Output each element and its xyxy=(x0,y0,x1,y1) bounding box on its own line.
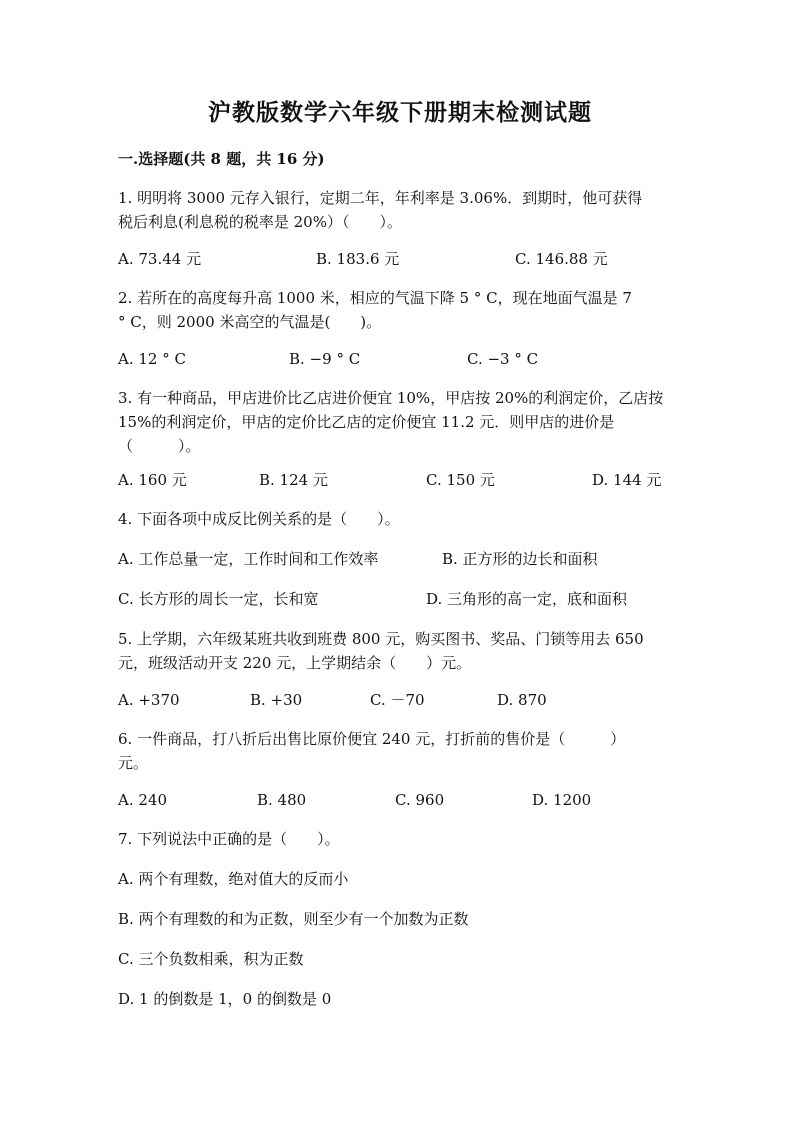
option-5c: C. －70 xyxy=(370,691,425,709)
option-4c: C. 长方形的周长一定，长和宽 xyxy=(118,590,319,608)
question-text-line: 税后利息(利息税的税率是 20%）（ ）。 xyxy=(118,213,402,231)
option-6d: D. 1200 xyxy=(532,791,592,809)
question-text-line: 4. 下面各项中成反比例关系的是（ ）。 xyxy=(118,510,400,528)
option-7b: B. 两个有理数的和为正数，则至少有一个加数为正数 xyxy=(118,910,469,928)
question-text-line: 7. 下列说法中正确的是（ ）。 xyxy=(118,830,340,848)
question-1 xyxy=(118,186,684,234)
option-5b: B. +30 xyxy=(250,691,303,709)
option-7c: C. 三个负数相乘，积为正数 xyxy=(118,950,304,968)
option-6a: A. 240 xyxy=(118,791,167,809)
option-4d: D. 三角形的高一定，底和面积 xyxy=(426,590,628,608)
question-text-line: 15%的利润定价，甲店的定价比乙店的定价便宜 11.2 元．则甲店的进价是 xyxy=(118,413,615,431)
option-1a: A. 73.44 元 xyxy=(118,250,202,268)
question-4 xyxy=(118,507,684,531)
question-text-line: （ ）。 xyxy=(118,437,201,455)
option-3d: D. 144 元 xyxy=(592,471,662,489)
question-2 xyxy=(118,286,684,334)
option-6c: C. 960 xyxy=(395,791,445,809)
option-6b: B. 480 xyxy=(257,791,307,809)
option-1b: B. 183.6 元 xyxy=(316,250,400,268)
option-4a: A. 工作总量一定，工作时间和工作效率 xyxy=(118,550,379,568)
question-6 xyxy=(118,727,684,775)
option-7a: A. 两个有理数，绝对值大的反而小 xyxy=(118,870,349,888)
option-7d: D. 1 的倒数是 1，0 的倒数是 0 xyxy=(118,990,332,1008)
option-2c: C. −3 ° C xyxy=(467,350,539,368)
option-3a: A. 160 元 xyxy=(118,471,187,489)
question-text-line: 6. 一件商品，打八折后出售比原价便宜 240 元，打折前的售价是（ ） xyxy=(118,730,626,748)
option-5a: A. +370 xyxy=(118,691,180,709)
section-heading: 一.选择题(共 8 题，共 16 分) xyxy=(118,150,325,168)
question-text-line: ° C，则 2000 米高空的气温是( )。 xyxy=(118,313,382,331)
option-3b: B. 124 元 xyxy=(259,471,328,489)
option-3c: C. 150 元 xyxy=(426,471,495,489)
question-7 xyxy=(118,827,684,851)
question-text-line: 3. 有一种商品，甲店进价比乙店进价便宜 10%，甲店按 20%的利润定价，乙店按 xyxy=(118,389,664,407)
question-text-line: 5. 上学期，六年级某班共收到班费 800 元，购买图书、奖品、门锁等用去 650 xyxy=(118,630,644,648)
question-5 xyxy=(118,627,684,675)
question-3 xyxy=(118,386,684,458)
option-2b: B. −9 ° C xyxy=(289,350,361,368)
question-text-line: 元。 xyxy=(118,754,149,772)
page-title: 沪教版数学六年级下册期末检测试题 xyxy=(208,99,592,126)
option-1c: C. 146.88 元 xyxy=(515,250,608,268)
question-text-line: 2. 若所在的高度每升高 1000 米，相应的气温下降 5 ° C，现在地面气温是 7 xyxy=(118,289,632,307)
option-5d: D. 870 xyxy=(497,691,547,709)
question-text-line: 1. 明明将 3000 元存入银行，定期二年，年利率是 3.06%．到期时，他可获得 xyxy=(118,189,643,207)
question-text-line: 元，班级活动开支 220 元，上学期结余（ ）元。 xyxy=(118,654,472,672)
option-2a: A. 12 ° C xyxy=(118,350,186,368)
option-4b: B. 正方形的边长和面积 xyxy=(442,550,598,568)
